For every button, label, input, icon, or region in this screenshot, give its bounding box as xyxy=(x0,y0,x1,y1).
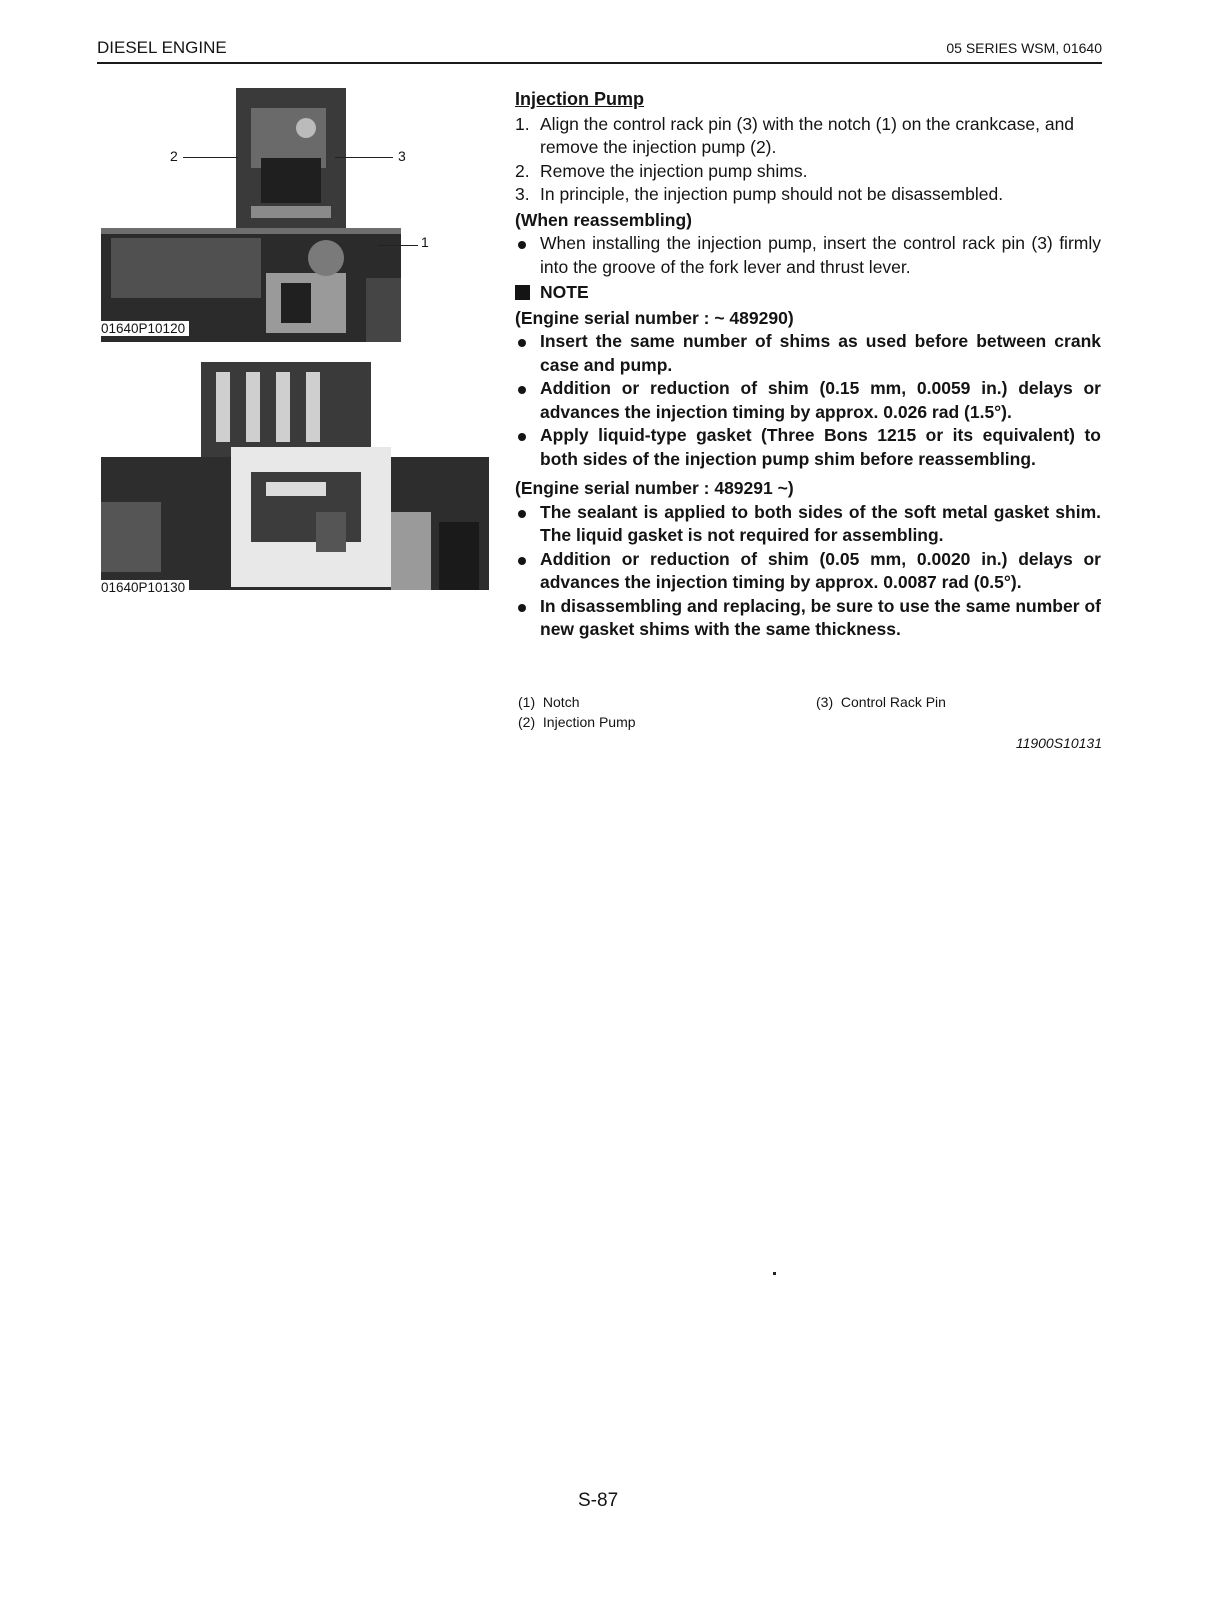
page-number: S-87 xyxy=(578,1490,619,1511)
figure-injection-pump-housing xyxy=(101,362,489,598)
reassembling-heading: (When reassembling) xyxy=(515,209,692,230)
figure-2-label: 01640P10130 xyxy=(101,580,189,595)
legend-number: (1) xyxy=(518,694,536,710)
note-heading xyxy=(515,281,1101,305)
procedure-step xyxy=(515,183,1101,207)
engine-serial-a-list xyxy=(515,330,1101,471)
legend-item xyxy=(518,712,636,732)
engine-photo-2 xyxy=(101,362,489,598)
injection-pump-section xyxy=(515,88,1101,642)
legend-number: (2) xyxy=(518,714,536,730)
list-item: In disassembling and replacing, be sure to use the same number of new gasket shims with the same thickness. xyxy=(515,595,1101,642)
header-manual-id: 05 SERIES WSM, 01640 xyxy=(946,40,1102,56)
stray-mark xyxy=(773,1272,776,1275)
step-text: In principle, the injection pump should not be disassembled. xyxy=(540,184,1004,204)
procedure-steps xyxy=(515,113,1101,207)
engine-photo-1 xyxy=(101,88,401,342)
header-title: DIESEL ENGINE xyxy=(97,38,227,57)
callout-1: 1 xyxy=(421,234,429,250)
engine-serial-b-list xyxy=(515,501,1101,642)
list-item: Addition or reduction of shim (0.05 mm, 0.0020 in.) delays or advances the injection timing by approx. 0.0087 rad (0.5°). xyxy=(515,548,1101,595)
list-item: When installing the injection pump, insert the control rack pin (3) firmly into the groove of the fork lever and thrust lever. xyxy=(515,232,1101,279)
step-number: 3. xyxy=(515,184,530,204)
legend-text: Injection Pump xyxy=(542,714,636,730)
note-square-icon xyxy=(515,285,530,300)
figure-injection-pump-top xyxy=(101,88,401,342)
callout-3: 3 xyxy=(398,148,406,164)
legend-text: Notch xyxy=(542,694,580,710)
engine-serial-a-heading: (Engine serial number : ~ 489290) xyxy=(515,307,794,328)
legend-number: (3) xyxy=(816,694,834,710)
procedure-step xyxy=(515,160,1101,184)
legend-text: Control Rack Pin xyxy=(840,694,946,710)
step-number: 2. xyxy=(515,160,530,181)
step-number: 1. xyxy=(515,113,530,134)
list-item: Insert the same number of shims as used before between crank case and pump. xyxy=(515,330,1101,377)
step-text: Remove the injection pump shims. xyxy=(540,160,808,181)
section-title: Injection Pump xyxy=(515,89,645,109)
callout-2: 2 xyxy=(170,148,178,164)
figure-1-label: 01640P10120 xyxy=(101,321,189,336)
step-text: Align the control rack pin (3) with the notch (1) on the crankcase, and remove the injection pump (2). xyxy=(540,113,1075,157)
procedure-step xyxy=(515,113,1101,160)
list-item: Apply liquid-type gasket (Three Bons 1215 or its equivalent) to both sides of the injection pump shim before reassembling. xyxy=(515,424,1101,471)
list-item: Addition or reduction of shim (0.15 mm, 0.0059 in.) delays or advances the injection timing by approx. 0.026 rad (1.5°). xyxy=(515,377,1101,424)
page-header xyxy=(97,36,1102,64)
document-code: 11900S10131 xyxy=(1015,735,1102,751)
engine-serial-b-heading: (Engine serial number : 489291 ~) xyxy=(515,478,794,498)
legend-item xyxy=(518,692,579,712)
legend-item xyxy=(816,692,946,712)
note-label: NOTE xyxy=(540,282,589,302)
list-item: The sealant is applied to both sides of the soft metal gasket shim. The liquid gasket is not required for assembling. xyxy=(515,501,1101,548)
reassembling-list xyxy=(515,232,1101,279)
